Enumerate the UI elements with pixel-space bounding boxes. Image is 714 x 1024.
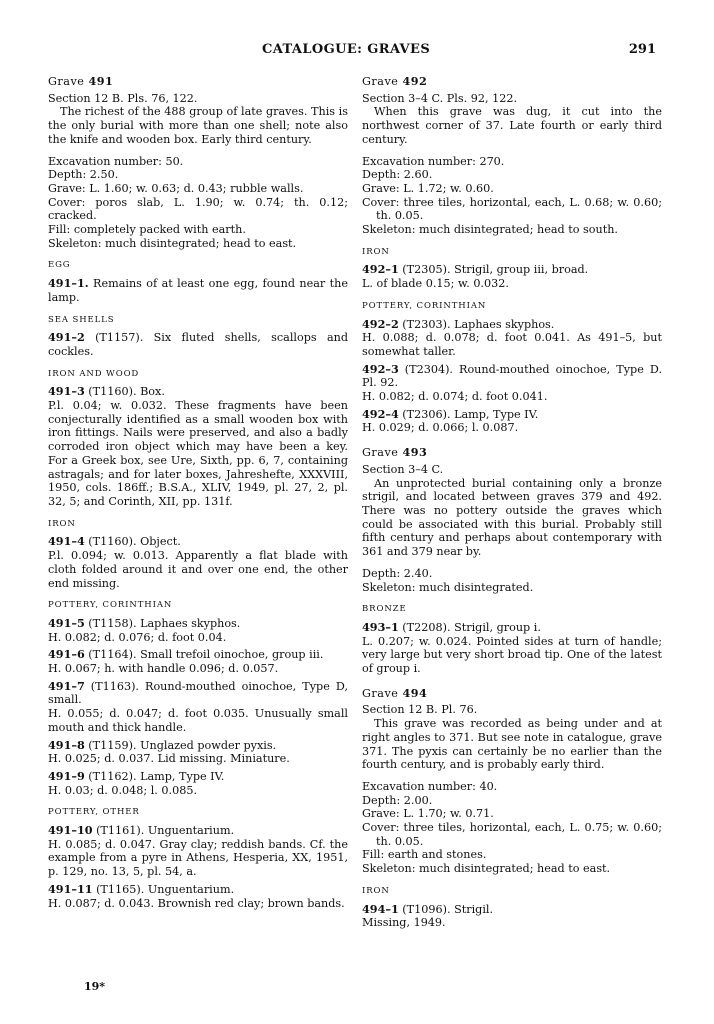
grave-dims-491: Grave: L. 1.60; w. 0.63; d. 0.43; rubble walls. bbox=[48, 181, 304, 195]
category-egg: EGG bbox=[48, 260, 71, 271]
intro-493: An unprotected burial containing only a bronze strigil, and located between graves 379 and 492. There was no pottery outside the graves which could be associated with this burial. Probably still fifth century and perhaps about contemporary with 361 and 379 near by. bbox=[362, 476, 662, 559]
entry-494-1: 494–1 (T1096). Strigil. bbox=[362, 901, 494, 916]
entry-491-11-dims: H. 0.087; d. 0.043. Brownish red clay; brown bands. bbox=[48, 896, 345, 910]
cover-494: Cover: three tiles, horizontal, each, L. 0.75; w. 0.60; th. 0.05. bbox=[362, 821, 662, 848]
entry-492-1: 492–1 (T2305). Strigil, group iii, broad. bbox=[362, 262, 589, 277]
entry-491-4: 491–4 (T1160). Object. bbox=[48, 534, 181, 549]
entry-492-2-dims: H. 0.088; d. 0.078; d. foot 0.041. As 491–5, but somewhat taller. bbox=[362, 331, 662, 358]
right-column bbox=[362, 72, 662, 930]
skeleton-492: Skeleton: much disintegrated; head to south. bbox=[362, 223, 618, 237]
cover-491: Cover: poros slab, L. 1.90; w. 0.74; th. 0.12; cracked. bbox=[48, 195, 348, 223]
entry-491-2: 491–2 (T1157). Six fluted shells, scallops and cockles. bbox=[48, 330, 348, 358]
intro-491: The richest of the 488 group of late graves. This is the only burial with more than one shell; note also the knife and wooden box. Early third century. bbox=[48, 105, 348, 146]
grave-heading-491: Grave 491 bbox=[48, 74, 114, 88]
category-iron-494: IRON bbox=[362, 885, 390, 896]
grave-dims-494: Grave: L. 1.70; w. 0.71. bbox=[362, 807, 494, 821]
entry-491-5: 491–5 (T1158). Laphaes skyphos. bbox=[48, 615, 241, 630]
category-pottery-corinthian-492: POTTERY, CORINTHIAN bbox=[362, 300, 487, 311]
entry-491-7: 491–7 (T1163). Round-mouthed oinochoe, Type D, small. bbox=[48, 678, 348, 707]
entry-491-8: 491–8 (T1159). Unglazed powder pyxis. bbox=[48, 737, 277, 752]
section-494: Section 12 B. Pl. 76. bbox=[362, 703, 478, 717]
signature-mark: 19* bbox=[84, 980, 106, 993]
entry-491-11: 491–11 (T1165). Unguentarium. bbox=[48, 881, 235, 896]
category-iron-492: IRON bbox=[362, 246, 390, 257]
entry-491-6: 491–6 (T1164). Small trefoil oinochoe, group iii. bbox=[48, 647, 324, 662]
entry-491-10: 491–10 (T1161). Unguentarium. bbox=[48, 823, 235, 838]
entry-492-1-dims: L. of blade 0.15; w. 0.032. bbox=[362, 277, 509, 291]
category-sea-shells: SEA SHELLS bbox=[48, 314, 115, 325]
intro-492: When this grave was dug, it cut into the northwest corner of 37. Late fourth or early third century. bbox=[362, 105, 662, 146]
cover-492: Cover: three tiles, horizontal, each, L. 0.68; w. 0.60; th. 0.05. bbox=[362, 195, 662, 223]
fill-491: Fill: completely packed with earth. bbox=[48, 223, 246, 237]
excavation-492: Excavation number: 270. bbox=[362, 154, 505, 168]
left-column bbox=[48, 72, 348, 910]
depth-491: Depth: 2.50. bbox=[48, 168, 119, 182]
entry-491-7-dims: H. 0.055; d. 0.047; d. foot 0.035. Unusually small mouth and thick handle. bbox=[48, 707, 348, 734]
grave-heading-494: Grave 494 bbox=[362, 685, 428, 700]
section-491: Section 12 B. Pls. 76, 122. bbox=[48, 91, 198, 105]
page-number: 291 bbox=[628, 42, 656, 57]
depth-492: Depth: 2.60. bbox=[362, 168, 433, 182]
grave-heading-493: Grave 493 bbox=[362, 445, 428, 460]
entry-493-1: 493–1 (T2208). Strigil, group i. bbox=[362, 619, 541, 634]
entry-491-9-dims: H. 0.03; d. 0.048; l. 0.085. bbox=[48, 783, 198, 797]
depth-493: Depth: 2.40. bbox=[362, 566, 433, 580]
entry-491-6-dims: H. 0.067; h. with handle 0.096; d. 0.057. bbox=[48, 662, 279, 676]
excavation-494: Excavation number: 40. bbox=[362, 779, 498, 793]
fill-494: Fill: earth and stones. bbox=[362, 848, 487, 862]
entry-491-9: 491–9 (T1162). Lamp, Type IV. bbox=[48, 768, 225, 783]
entry-493-1-dims: L. 0.207; w. 0.024. Pointed sides at turn of handle; very large but very short broad tip. One of the latest of group i. bbox=[362, 634, 662, 676]
running-head: CATALOGUE: GRAVES bbox=[262, 42, 431, 57]
entry-491-4-text: P.l. 0.094; w. 0.013. Apparently a flat blade with cloth folded around it and over one end, the other end missing. bbox=[48, 549, 348, 590]
category-iron: IRON bbox=[48, 518, 76, 529]
category-pottery-corinthian: POTTERY, CORINTHIAN bbox=[48, 600, 173, 611]
entry-492-4-dims: H. 0.029; d. 0.066; l. 0.087. bbox=[362, 421, 519, 435]
entry-494-1-dims: Missing, 1949. bbox=[362, 916, 446, 930]
page-header bbox=[0, 43, 714, 61]
entry-491-1: 491–1. Remains of at least one egg, found near the lamp. bbox=[48, 276, 348, 304]
entry-492-4: 492–4 (T2306). Lamp, Type IV. bbox=[362, 406, 539, 421]
skeleton-494: Skeleton: much disintegrated; head to east. bbox=[362, 862, 611, 876]
entry-491-8-dims: H. 0.025; d. 0.037. Lid missing. Miniature. bbox=[48, 752, 290, 766]
skeleton-493: Skeleton: much disintegrated. bbox=[362, 580, 534, 594]
entry-491-5-dims: H. 0.082; d. 0.076; d. foot 0.04. bbox=[48, 630, 227, 644]
entry-491-3: 491–3 (T1160). Box. bbox=[48, 384, 165, 399]
grave-dims-492: Grave: L. 1.72; w. 0.60. bbox=[362, 181, 494, 195]
depth-494: Depth: 2.00. bbox=[362, 793, 433, 807]
entry-491-10-dims: H. 0.085; d. 0.047. Gray clay; reddish bands. Cf. the example from a pyre in Athens, Hesperia, XX, 1951, p. 129, no. 13, 5, pl. 54, a. bbox=[48, 837, 348, 879]
category-iron-and-wood: IRON AND WOOD bbox=[48, 368, 140, 379]
entry-492-3-dims: H. 0.082; d. 0.074; d. foot 0.041. bbox=[362, 390, 548, 404]
skeleton-491: Skeleton: much disintegrated; head to east. bbox=[48, 236, 297, 250]
entry-492-2: 492–2 (T2303). Laphaes skyphos. bbox=[362, 316, 555, 331]
intro-494: This grave was recorded as being under and at right angles to 371. But see note in catalogue, grave 371. The pyxis can certainly be no earlier than the fourth century, and is probably early third. bbox=[362, 717, 662, 772]
excavation-491: Excavation number: 50. bbox=[48, 154, 184, 168]
category-bronze: BRONZE bbox=[362, 604, 407, 615]
section-493: Section 3–4 C. bbox=[362, 462, 444, 476]
section-492: Section 3–4 C. Pls. 92, 122. bbox=[362, 91, 517, 105]
entry-492-3: 492–3 (T2304). Round-mouthed oinochoe, Type D. Pl. 92. bbox=[362, 361, 662, 390]
category-pottery-other: POTTERY, OTHER bbox=[48, 807, 140, 818]
grave-heading-492: Grave 492 bbox=[362, 74, 428, 88]
entry-491-3-text: P.l. 0.04; w. 0.032. These fragments have been conjecturally identified as a small wooden box with iron fittings. Nails were preserved, and also a badly corroded iron object which may have been a key. For a Greek box, see Ure, Sixth, pp. 6, 7, containing astragals; and for later boxes, Jahreshefte, XXXVIII, 1950, cols. 186ff.; B.S.A., XLIV, 1949, pl. 27, 2, pl. 32, 5; and Corinth, XII, pp. 131f. bbox=[48, 399, 348, 508]
